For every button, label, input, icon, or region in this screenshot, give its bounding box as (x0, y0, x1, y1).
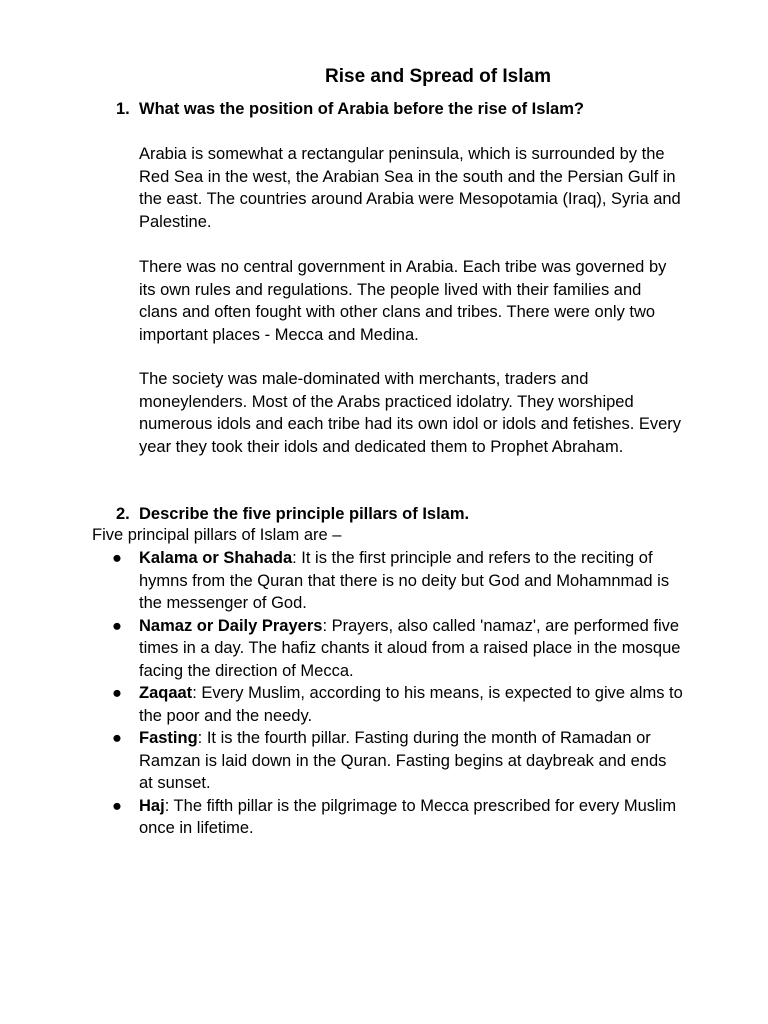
answer-paragraph-2: There was no central government in Arabia. Each tribe was governed by its own rules and regulations. The people lived with their families and clans and often fought with other clans and tribes. There were only two important places - Mecca and Medina. (139, 258, 667, 344)
pillar-description: : Prayers, also called 'namaz', are performed five times in a day. The hafiz chants it aloud from a raised place in the mosque facing the direction of Mecca. (139, 616, 681, 680)
pillars-intro: Five principal pillars of Islam are – (92, 526, 342, 544)
pillar-description: : Every Muslim, according to his means, is expected to give alms to the poor and the needy. (139, 684, 683, 725)
question-text: What was the position of Arabia before the rise of Islam? (139, 100, 584, 118)
pillar-description: : The fifth pillar is the pilgrimage to Mecca prescribed for every Muslim once in lifetime. (139, 796, 677, 837)
list-item (112, 727, 684, 795)
pillar-term: Haj (139, 796, 165, 815)
bullet-icon: ● (112, 616, 122, 635)
pillar-term: Fasting (139, 729, 198, 747)
bullet-icon: ● (112, 729, 122, 747)
question-number: 2. (116, 505, 130, 523)
bullet-icon: ● (112, 796, 122, 815)
pillar-term: Zaqaat (139, 684, 193, 702)
answer-paragraph-1: Arabia is somewhat a rectangular peninsula, which is surrounded by the Red Sea in the west, the Arabian Sea in the south and the Persian Gulf in the east. The countries around Arabia were Mesopotamia (Iraq), Syria and Palestine. (139, 145, 681, 231)
pillar-description: : It is the first principle and refers to the reciting of hymns from the Quran that there is no deity but God and Mohamnmad is the messenger of God. (139, 549, 670, 612)
bullet-icon: ● (112, 684, 122, 702)
page-title: Rise and Spread of Islam (325, 66, 551, 87)
bullet-icon: ● (112, 549, 122, 567)
pillar-term: Kalama or Shahada (139, 549, 293, 567)
pillar-term: Namaz or Daily Prayers (139, 616, 323, 635)
answer-paragraph-3: The society was male-dominated with merchants, traders and moneylenders. Most of the Arabs practiced idolatry. They worshiped numerous idols and each tribe had its own idol or idols and fetishes. Every year they took their idols and dedicated them to Prophet Abraham. (139, 370, 682, 456)
pillars-list (112, 547, 692, 840)
pillar-description: : It is the fourth pillar. Fasting during the month of Ramadan or Ramzan is laid down in the Quran. Fasting begins at daybreak and ends at sunset. (139, 729, 667, 792)
list-item (112, 547, 684, 615)
list-item (112, 682, 684, 727)
list-item (112, 615, 684, 683)
question-text: Describe the five principle pillars of Islam. (139, 505, 470, 523)
list-item (112, 795, 684, 840)
question-number: 1. (116, 100, 130, 118)
